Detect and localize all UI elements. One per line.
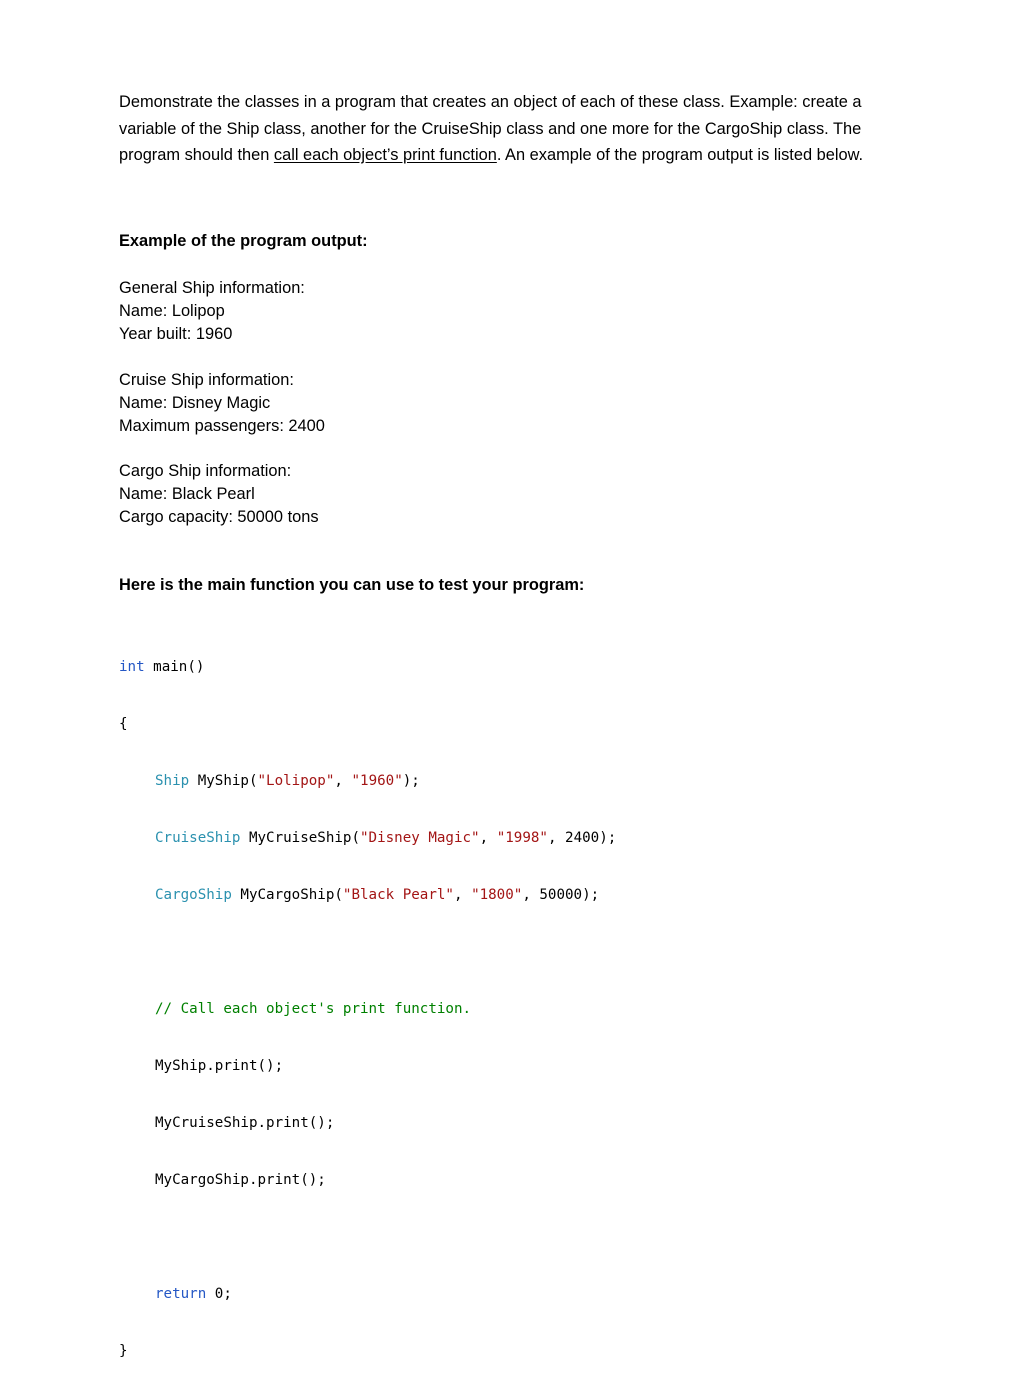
code-string: "Lolipop" [257,773,335,789]
intro-line-3 [119,142,949,169]
code-line-call [119,1057,616,1076]
code-block [119,620,616,1399]
output-line: Name: Disney Magic [119,394,271,412]
code-text: , [453,887,472,903]
code-keyword: int [119,659,145,675]
code-line-call [119,1171,616,1190]
cargo-ship-output [119,460,319,529]
code-text: , [334,773,352,789]
output-line: Cruise Ship information: [119,371,294,389]
code-string: "1960" [351,773,403,789]
code-line-close-brace [119,1342,616,1361]
code-string: "1800" [471,887,523,903]
code-blank-line [119,943,616,962]
general-ship-output [119,277,305,346]
code-text: , 50000); [522,887,600,903]
output-line: Maximum passengers: 2400 [119,417,325,435]
code-line-main [119,658,616,677]
main-function-heading: Here is the main function you can use to test your program: [119,576,585,594]
code-text: MyShip( [189,773,258,789]
code-text: main() [144,659,205,675]
code-keyword: return [155,1286,207,1302]
code-text: MyCruiseShip.print(); [155,1115,335,1131]
code-text: MyCargoShip.print(); [155,1172,326,1188]
code-line-open-brace [119,715,616,734]
code-text: MyCargoShip( [231,887,343,903]
output-line: Cargo capacity: 50000 tons [119,508,319,526]
code-text: } [119,1343,128,1359]
code-type: CargoShip [155,887,232,903]
code-string: "Disney Magic" [360,830,480,846]
code-comment: // Call each object's print function. [155,1001,472,1017]
print-function-link[interactable]: call each object’s print function [273,146,497,164]
code-blank-line [119,1228,616,1247]
code-line-ship [119,772,616,791]
intro-paragraph [119,89,949,169]
intro-line-3-after: . An example of the program output is listed below. [496,146,864,164]
output-line: Cargo Ship information: [119,462,292,480]
code-text: { [119,716,128,732]
output-line: Year built: 1960 [119,325,233,343]
code-string: "1998" [496,830,548,846]
intro-line-3-before: program should then [119,146,274,164]
output-heading: Example of the program output: [119,232,368,250]
code-text: 0; [206,1286,232,1302]
code-text: MyShip.print(); [155,1058,284,1074]
code-line-cargo-ship [119,886,616,905]
code-line-return [119,1285,616,1304]
code-line-cruise-ship [119,829,616,848]
code-line-comment [119,1000,616,1019]
code-type: Ship [155,773,190,789]
intro-line-2: variable of the Ship class, another for the CruiseShip class and one more for the CargoShip class. The [119,119,862,138]
code-type: CruiseShip [155,830,241,846]
code-text: , [479,830,497,846]
code-text: MyCruiseShip( [240,830,361,846]
code-line-call [119,1114,616,1133]
code-text: , 2400); [547,830,617,846]
cruise-ship-output [119,369,325,438]
output-line: Name: Black Pearl [119,485,255,503]
output-line: General Ship information: [119,279,305,297]
code-text: ); [402,773,420,789]
intro-line-1: Demonstrate the classes in a program that creates an object of each of these class. Example: create a [119,93,862,111]
code-string: "Black Pearl" [342,887,454,903]
output-line: Name: Lolipop [119,302,225,320]
